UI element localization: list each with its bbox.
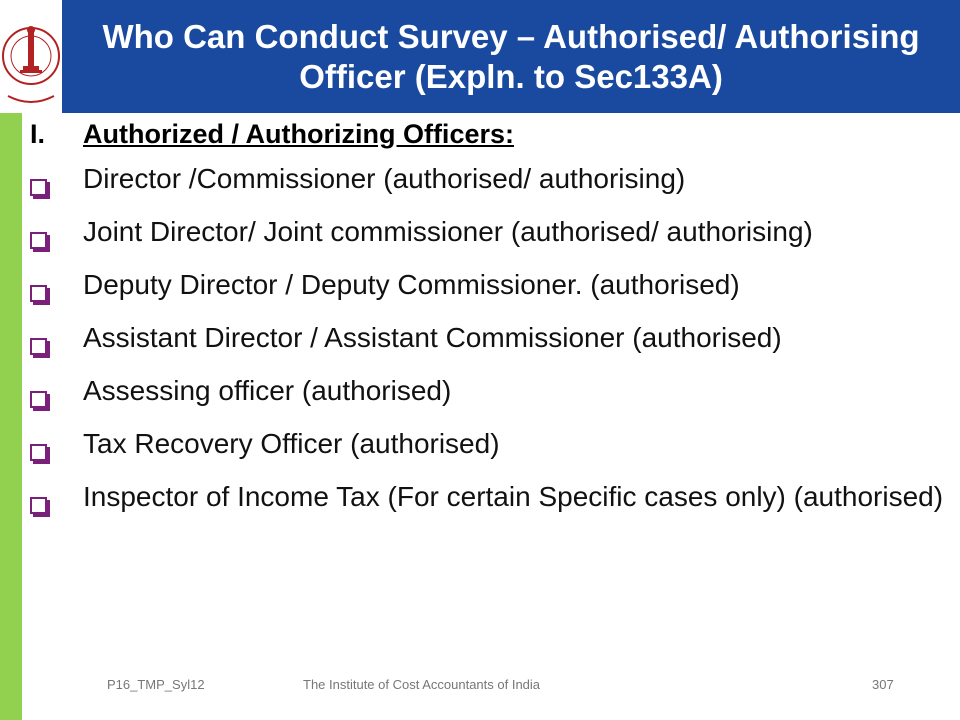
- list-item-text: Inspector of Income Tax (For certain Specific cases only) (authorised): [83, 481, 944, 512]
- slide-header: [0, 0, 960, 113]
- list-item: [30, 372, 950, 417]
- side-accent-bar: [0, 113, 22, 720]
- slide-title: Who Can Conduct Survey – Authorised/ Authorising Officer (Expln. to Sec133A): [102, 17, 920, 95]
- list-item: [30, 425, 950, 470]
- checkbox-bullet-icon: [30, 444, 47, 461]
- checkbox-bullet-icon: [30, 497, 47, 514]
- list-item-text: Director /Commissioner (authorised/ authorising): [83, 163, 686, 194]
- section-heading: [30, 118, 950, 150]
- list-item: [30, 478, 950, 523]
- footer-institute: The Institute of Cost Accountants of India: [303, 677, 541, 692]
- section-number: I.: [30, 119, 46, 149]
- list-item: [30, 213, 950, 258]
- title-band: [62, 0, 960, 113]
- list-item-text: Joint Director/ Joint commissioner (authorised/ authorising): [83, 216, 813, 247]
- footer-code: P16_TMP_Syl12: [107, 677, 205, 692]
- list-item-text: Assistant Director / Assistant Commissioner (authorised): [83, 322, 782, 353]
- checkbox-bullet-icon: [30, 232, 47, 249]
- logo: [0, 0, 62, 113]
- list-item-text: Deputy Director / Deputy Commissioner. (authorised): [83, 269, 740, 300]
- section-heading-text: Authorized / Authorizing Officers:: [83, 119, 514, 149]
- checkbox-bullet-icon: [30, 391, 47, 408]
- checkbox-bullet-icon: [30, 285, 47, 302]
- list-item-text: Tax Recovery Officer (authorised): [83, 428, 500, 459]
- list-item: [30, 266, 950, 311]
- institute-seal-icon: [0, 0, 62, 113]
- list-item: [30, 319, 950, 364]
- list-item-text: Assessing officer (authorised): [83, 375, 452, 406]
- list-item: [30, 160, 950, 205]
- slide-body: [30, 118, 950, 531]
- checkbox-bullet-icon: [30, 179, 47, 196]
- checkbox-bullet-icon: [30, 338, 47, 355]
- page-number: 307: [872, 677, 894, 692]
